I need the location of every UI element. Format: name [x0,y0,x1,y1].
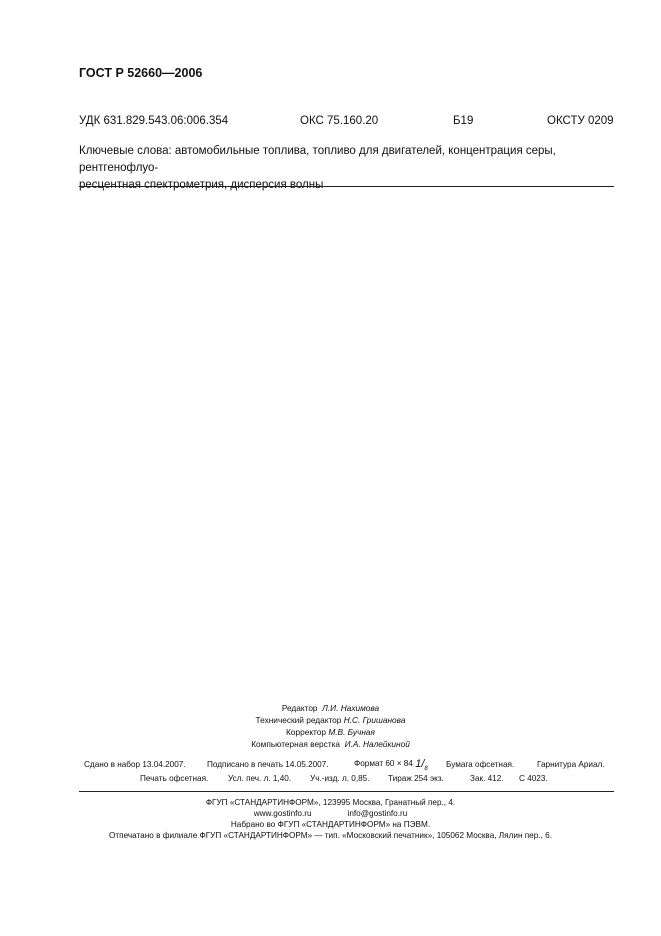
tech-editor-line: Технический редактор Н.С. Гришанова [255,715,406,725]
typesetting-note: Набрано во ФГУП «СТАНДАРТИНФОРМ» на ПЭВМ. [230,820,431,829]
publisher-website[interactable]: www.gostinfo.ru [253,809,312,818]
keywords-line-2: ресцентная спектрометрия, дисперсия волны [79,179,324,191]
okstu-code: ОКСТУ 0209 [547,115,614,127]
typeface: Гарнитура Ариал. [537,760,605,769]
keywords-line-1: Ключевые слова: автомобильные топлива, топливо для двигателей, концентрация серы, рентгенофлуо- [79,145,556,174]
print-code: С 4023. [519,774,548,783]
keywords-divider [79,186,614,187]
standard-code: ГОСТ Р 52660—2006 [79,66,203,80]
publisher-block [0,797,661,841]
submitted-date: Сдано в набор 13.04.2007. [84,760,186,769]
udk-code: УДК 631.829.543.06:006.354 [79,115,229,127]
format: Формат 60 × 84 $1/_8$ [354,758,428,773]
publisher-contacts [0,808,661,819]
layout-line: Компьютерная верстка И.А. Налейкиной [251,739,410,749]
conventional-sheets: Усл. печ. л. 1,40. [228,774,292,783]
editor-line: Редактор Л.И. Нахимова [281,703,380,713]
order-number: Зак. 412. [470,774,504,783]
publishing-sheets: Уч.-изд. л. 0,85. [310,774,370,783]
group-code: Б19 [453,115,474,127]
format-fraction: $1/_8$ [415,758,428,773]
corrector-line: Корректор М.В. Бучная [286,727,375,737]
oks-code: ОКС 75.160.20 [300,115,379,127]
signed-date: Подписано в печать 14.05.2007. [207,760,329,769]
footer-divider [79,791,614,792]
publisher-email[interactable]: info@gostinfo.ru [347,809,408,818]
printing-note: Отпечатано в филиале ФГУП «СТАНДАРТИНФОРМ» — тип. «Московский печатник», 105062 Москва, Лялин пер., 6. [109,831,552,840]
print-run: Тираж 254 экз. [388,774,444,783]
paper-type: Бумага офсетная. [446,760,515,769]
printing-type: Печать офсетная. [140,774,209,783]
credits-block [0,702,661,750]
publisher-address: ФГУП «СТАНДАРТИНФОРМ», 123995 Москва, Гранатный пер., 4. [205,798,456,807]
